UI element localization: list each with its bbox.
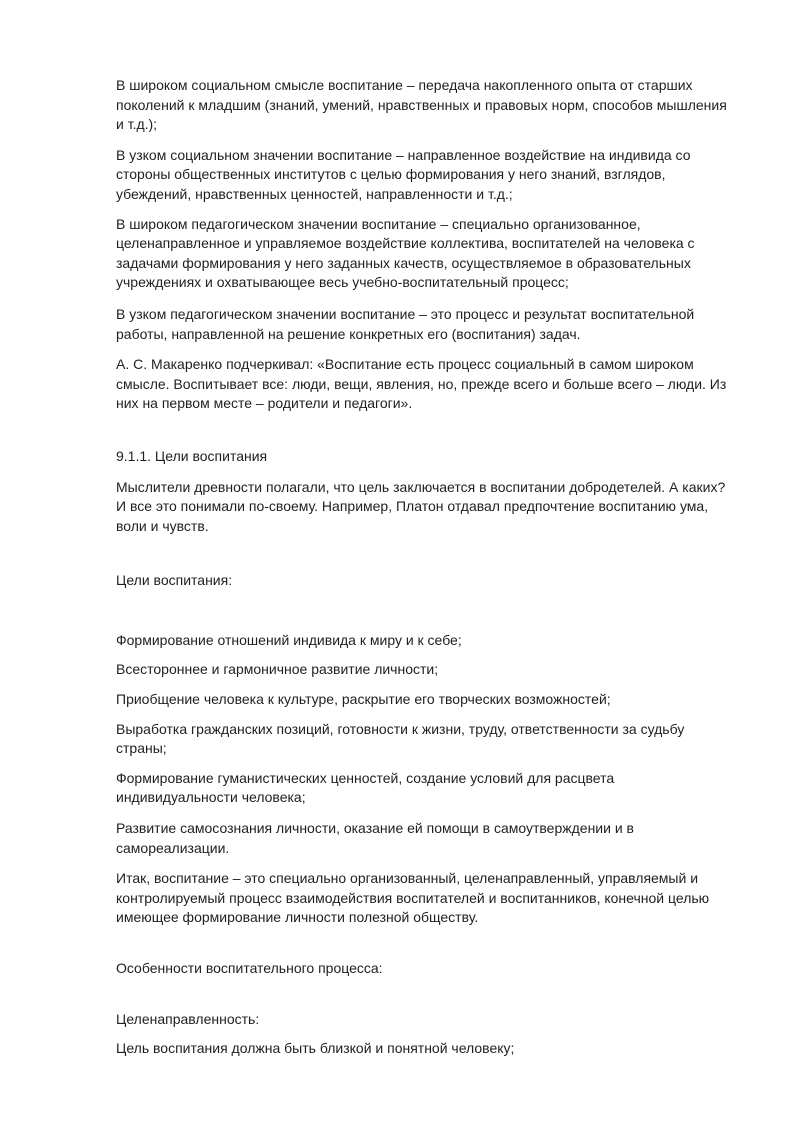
paragraph-broad-social: В широком социальном смысле воспитание – передача накопленного опыта от старших поколений к младшим (знаний, умений, нравственных и правовых норм, способов мышления и т.д.);	[116, 77, 727, 133]
paragraph-ancient-thinkers: Мыслители древности полагали, что цель заключается в воспитании добродетелей. А каких? И все это понимали по-своему. Например, Платон отдавал предпочтение воспитанию ума, воли и чувств.	[116, 478, 726, 534]
paragraph-narrow-pedagogical: В узком педагогическом значении воспитание – это процесс и результат воспитательной работы, направленной на решение конкретных его (воспитания) задач.	[116, 305, 695, 342]
goal-item: Развитие самосознания личности, оказание ей помощи в самоутверждении и в самореализации.	[116, 820, 634, 856]
goal-item: Выработка гражданских позиций, готовности к жизни, труду, ответственности за судьбу страны;	[116, 720, 685, 757]
goal-item: Приобщение человека к культуре, раскрытие его творческих возможностей;	[116, 691, 611, 708]
section-heading: 9.1.1. Цели воспитания	[116, 447, 268, 464]
features-heading: Особенности воспитательного процесса:	[116, 960, 383, 976]
document-page	[116, 76, 738, 1059]
goal-item: Формирование отношений индивида к миру и к себе;	[116, 631, 462, 648]
goal-item: Формирование гуманистических ценностей, создание условий для расцвета индивидуальности человека;	[116, 769, 615, 806]
goals-heading: Цели воспитания:	[116, 572, 233, 589]
paragraph-broad-pedagogical: В широком педагогическом значении воспитание – специально организованное, целенаправленное и управляемое воздействие коллектива, воспитателей на человека с задачами формирования у него заданных качеств, осуществляемое в образовательных учреждениях и охватывающее весь учебно-воспитательный процесс;	[116, 215, 695, 291]
paragraph-makarenko-quote: А. С. Макаренко подчеркивал: «Воспитание есть процесс социальный в самом широком смысле. Воспитывает все: люди, вещи, явления, но, прежде всего и больше всего – люди. Из них на первом месте – родители и педагоги».	[116, 356, 727, 412]
feature-item: Цель воспитания должна быть близкой и понятной человеку;	[116, 1040, 515, 1057]
paragraph-conclusion: Итак, воспитание – это специально организованный, целенаправленный, управляемый и контролируемый процесс взаимодействия воспитателей и воспитанников, конечной целью имеющее формирование личности полезной обществу.	[116, 870, 710, 926]
feature-item: Целенаправленность:	[116, 1010, 260, 1027]
goal-item: Всестороннее и гармоничное развитие личности;	[116, 661, 439, 678]
paragraph-narrow-social: В узком социальном значении воспитание – направленное воздействие на индивида со стороны общественных институтов с целью формирования у него знаний, взглядов, убеждений, нравственных ценностей, направленности и т.д.;	[116, 146, 691, 202]
